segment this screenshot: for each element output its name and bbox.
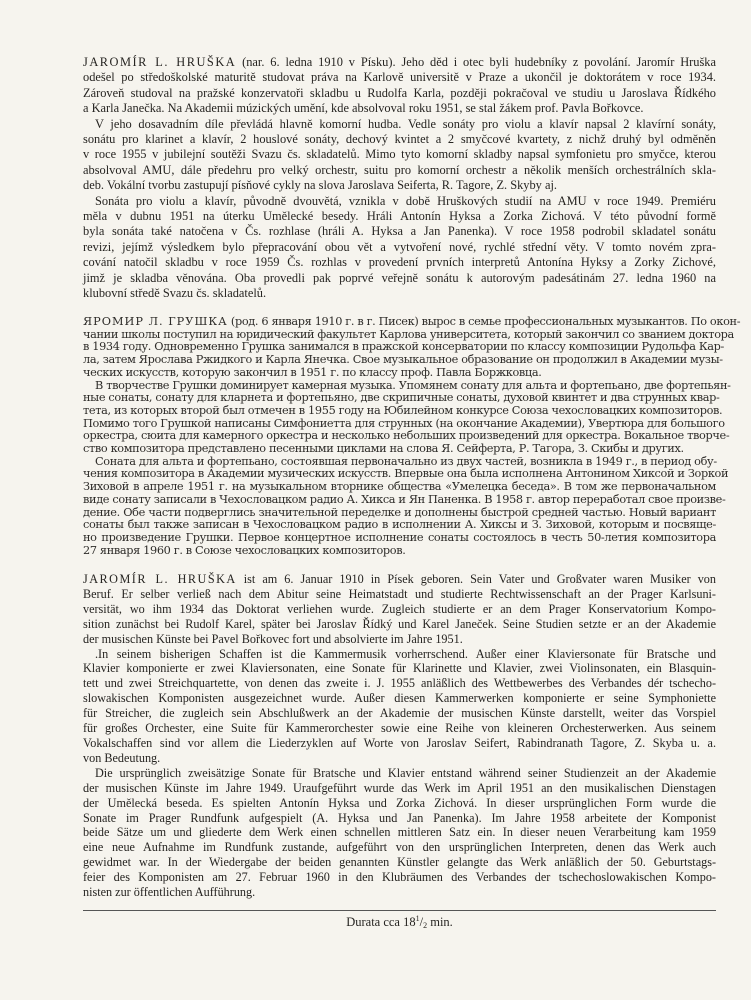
paragraph — [83, 766, 716, 900]
line-text: für großes Orchester, eine Suite für Kammerorchester sowie eine Reihe von kleineren Orchesterwerken. Aus seinem — [83, 721, 716, 736]
text-line — [83, 632, 716, 647]
text-line — [83, 796, 716, 811]
composer-name: JAROMÍR L. HRUŠKA — [83, 55, 237, 69]
divider-rule — [83, 910, 716, 911]
line-text: von Bedeutung. — [83, 750, 161, 765]
text-line — [83, 676, 716, 691]
line-text: Beruf. Er selber verließ nach dem Abitur seine Heimatstadt und studierte Rechtwissenschaft an der Prager Karlsuni- — [83, 586, 716, 601]
line-text: ческих искусств, которую закончил в 1951 г. по классу проф. Павла Боржковца. — [83, 365, 542, 379]
line-text: Klavier komponierte er zwei Klaviersonaten, eine Sonate für Klarinette und Klavier, zwei Violinsonaten, ein Blasquin- — [83, 661, 716, 676]
composer-name: JAROMÍR L. HRUŠKA — [83, 572, 237, 586]
text-line — [83, 86, 716, 101]
line-text: тета, из которых второй был отмечен в 1955 году на Юбилейном конкурсе Союза чехословацких композиторов. — [83, 403, 723, 417]
line-text: der musischen Künste bei Pavel Bořkovec fort und absolvierte im Jahre 1951. — [83, 631, 463, 646]
text-line — [83, 811, 716, 826]
line-text: der Umělecká beseda. Es spielten Antonín Hyksa und Zorka Zichová. In dieser ursprünglichen Form wurde die — [83, 795, 716, 810]
line-text: gewidmet war. In der Wiedergabe der beiden genannten Künstler gelangte das Werk anläßlich der 50. Geburtstags- — [83, 855, 716, 870]
line-text: Соната для альта и фортепьано, состоявшая первоначально из двух частей, возникла в 1949 г., в период обу- — [95, 454, 717, 468]
duration-note — [83, 914, 716, 930]
line-text: ство композитора представлено песенными циклами на слова Я. Сейферта, Р. Тагора, З. Скибы и других. — [83, 442, 684, 456]
line-text: Sonáta pro violu a klavír, původně dvouvětá, vznikla v době Hruškových studií na AMU v roce 1949. Premiéru — [95, 193, 716, 208]
line-text: a Karla Janečka. Na Akademii múzických umění, kde absolvoval roku 1951, se stal žákem prof. Pavla Bořkovce. — [83, 101, 644, 116]
line-text: v roce 1955 v jubilejní soutěži Svazu čs. skladatelů. Mimo tyto komorní skladby napsal symfonietu pro smyčce, kterou — [83, 147, 716, 162]
line-text: byla sonáta také natočena v Čs. rozhlase (hráli A. Hyksa a Jan Panenka). V roce 1958 podrobil skladatel sonátu — [83, 224, 716, 239]
composer-name: ЯРОМИР Л. ГРУШКА — [83, 315, 228, 328]
line-text: Помимо того Грушкой написаны Симфониетта для струнных (на окончание Академии), Увертюра для большого — [83, 416, 725, 430]
text-line — [83, 602, 716, 617]
text-line — [83, 825, 716, 840]
line-text: ist am 6. Januar 1910 in Písek geboren. Sein Vater und Großvater waren Musiker von — [236, 572, 716, 586]
line-text: jimž je skladba věnována. Oba provedli pak poprvé veřejně sonátu k autorovým padesátinám 27. ledna 1960 na — [83, 270, 716, 285]
text-line — [83, 132, 716, 147]
text-line — [83, 209, 716, 224]
line-text: tett und zwei Streichquartette, von denen das zweite i. J. 1955 anläßlich des Wettbewerbes des Verbandes dér tschecho- — [83, 676, 716, 691]
text-line — [83, 781, 716, 796]
text-line — [83, 70, 716, 85]
russian-biography — [83, 315, 741, 557]
paragraph — [83, 315, 741, 380]
paragraph — [83, 378, 731, 456]
line-text: V jeho dosavadním díle převládá hlavně komorní hudba. Vedle sonáty pro violu a klavír napsal 2 klavírní sonáty, — [95, 116, 716, 131]
text-line — [83, 147, 716, 162]
line-text: feier des Komponisten am 27. Februar 1960 in den Klubräumen des Verbandes der tschechoslowakischen Kompo- — [83, 870, 716, 885]
line-text: но произведение Грушки. Первое концертное исполнение сонаты состоялось в честь 50-летия композитора — [83, 530, 716, 544]
line-text: Sonate im Prager Rundfunk aufgespielt (A. Hyksa und Jan Panenka). Im Jahre 1958 arbeitete der Komponist — [83, 810, 716, 825]
text-line — [83, 178, 716, 193]
line-text: виде сонату записали в Чехословацком радио А. Хикса и Ян Паненка. В 1958 г. автор переработал свое произве- — [83, 492, 726, 506]
line-text: sition zunächst bei Rudolf Karel, später bei Jaroslav Řídký und Karel Janeček. Seine Studien setzte er an der Akademie — [83, 616, 716, 631]
line-text: slowakischen Komponisten ausgezeichnet wurde. Außer diesen Kammerwerken komponierte er seine Symphoniette — [83, 691, 716, 706]
text-line — [83, 101, 716, 116]
text-line — [83, 840, 716, 855]
text-line — [83, 224, 716, 239]
text-line — [83, 661, 716, 676]
german-biography — [83, 572, 716, 900]
text-line — [83, 572, 716, 587]
line-text: měla v dubnu 1951 na úterku Umělecké besedy. Hráli Antonín Hyksa a Zorka Zichová. V této původní formě — [83, 209, 716, 224]
text-line — [83, 163, 716, 178]
text-line — [83, 706, 716, 721]
text-line — [83, 691, 716, 706]
line-text: чения композитора в Академии музических искусств. Впервые она была исполнена Антонином Хиксой и Зоркой — [83, 467, 729, 481]
text-line — [83, 855, 716, 870]
line-text: Vokalschaffen sind vor allem die Liederzyklen auf Worte von Jaroslav Seifert, Rabindranath Tagore, Z. Skyba u. a. — [83, 735, 716, 750]
text-line — [83, 751, 716, 766]
paragraph — [83, 572, 716, 647]
text-line — [83, 647, 716, 662]
line-text: revizi, jejímž výsledkem bylo přepracování obou vět a vytvoření nové, rychlé střední věty. V tomto novém zpra- — [83, 239, 716, 254]
text-line — [83, 286, 716, 301]
line-text: В творчестве Грушки доминирует камерная музыка. Упомянем сонату для альта и фортепьано, две фортепьян- — [95, 378, 731, 392]
paragraph — [83, 194, 716, 302]
line-text: дение. Обе части подверглись значительной переделке и дополнены быстрой средней частью. Новый вариант — [83, 505, 716, 519]
line-text: .In seinem bisherigen Schaffen ist die Kammermusik vorherrschend. Außer einer Klaviersonate für Bratsche und — [95, 646, 716, 661]
duration-slash: / — [419, 915, 424, 929]
line-text: ные сонаты, сонату для кларнета и фортепьяно, две скрипичные сонаты, духовой квинтет и два струнных квар- — [83, 391, 720, 405]
line-text: (nar. 6. ledna 1910 v Písku). Jeho děd i otec byli hudebníky z povolání. Jaromír Hruška — [236, 55, 716, 69]
line-text: versität, wo ihm 1934 das Doktorat verliehen wurde. Zugleich studierte er an dem Prager Konservatorium Kompo- — [83, 601, 716, 616]
line-text: 27 января 1960 г. в Союзе чехословацких композиторов. — [83, 543, 406, 557]
czech-biography — [83, 55, 716, 302]
duration-denominator: 2 — [423, 921, 428, 930]
text-line — [83, 55, 716, 70]
paragraph — [83, 647, 716, 766]
text-line — [83, 117, 716, 132]
duration-prefix: Durata cca 18 — [346, 915, 416, 929]
line-text: Зиховой в апреле 1951 г. на музыкальном вторнике общества «Умелецка беседа». В том же первоначальном — [83, 480, 716, 494]
text-line — [83, 617, 716, 632]
line-text: оркестра, сюита для камерного оркестра и несколько небольших произведений для оркестра. Вокальное творче- — [83, 429, 730, 443]
line-text: в 1934 году. Одновременно Грушка занимался в пражской консерватории по классу композиции Рудольфа Кар- — [83, 340, 724, 354]
text-line — [83, 194, 716, 209]
text-line — [83, 870, 716, 885]
line-text: odešel po středoškolské maturitě studovat práva na Karlově universitě v Praze a ukončil je doktorátem v roce 1934. — [83, 70, 716, 85]
text-line — [83, 885, 716, 900]
text-line — [83, 736, 716, 751]
paragraph — [83, 454, 729, 558]
line-text: beide Sätze um und gliederte dem Werk einen schnellen mittleren Satz ein. In dieser neuen Verarbeitung kam 1959 — [83, 825, 716, 840]
line-text: ла, затем Ярослава Ржидкого и Карла Янечка. Свое музыкальное образование он продолжил в Академии музы- — [83, 353, 723, 367]
text-line — [83, 721, 716, 736]
line-text: cování natočil skladbu v roce 1959 Čs. rozhlas v provedení prvních interpretů Antonína Hyksy a Zorky Zichové, — [83, 255, 716, 270]
line-text: Die ursprünglich zweisätzige Sonate für Bratsche und Klavier entstand während seiner Studienzeit an der Akademie — [95, 765, 716, 780]
line-text: сонаты был также записан в Чехословацком радио в исполнении А. Хиксы и З. Зиховой, которым и посвяще- — [83, 518, 716, 532]
line-text: für Streicher, die zugleich sein Abschlußwerk an der Akademie der musischen Künste darstellt, weiter das Vorspiel — [83, 706, 716, 721]
line-text: klubovní středě Svazu čs. skladatelů. — [83, 286, 267, 301]
paragraph — [83, 55, 716, 117]
line-text: (род. 6 января 1910 г. в г. Писек) вырос в семье профессиональных музыкантов. По окон- — [227, 315, 741, 328]
text-line — [83, 271, 716, 286]
line-text: der musischen Künste im Jahre 1949. Uraufgeführt wurde das Werk im April 1951 an den musikalischen Dienstagen — [83, 780, 716, 795]
line-text: absolvoval AMU, dále předehru pro velký orchestr, suitu pro komorní orchestr a několik menších orchestrálních skla- — [83, 162, 716, 177]
duration-suffix: min. — [427, 915, 453, 929]
text-line — [83, 240, 716, 255]
text-line — [83, 587, 716, 602]
line-text: sonátu pro klarinet a klavír, 2 houslové sonáty, dechový kvintet a 2 smyčcové kvartety, z nichž druhý byl odměněn — [83, 132, 716, 147]
text-line — [83, 255, 716, 270]
text-line — [83, 545, 716, 558]
text-line — [83, 766, 716, 781]
duration-numerator: 1 — [415, 914, 420, 923]
line-text: deb. Vokální tvorbu zastupují písňové cykly na slova Jaroslava Seiferta, R. Tagore, Z. Skyby aj. — [83, 178, 558, 193]
line-text: eine neue Aufnahme im Rundfunk zustande, aufgeführt von den ursprünglichen Interpreten, denen das Werk auch — [83, 840, 716, 855]
paragraph — [83, 117, 716, 194]
line-text: Zároveň studoval na pražské konzervatoři skladbu u Rudolfa Karla, později pokračoval ve studiu u Jaroslava Řídkého — [83, 85, 716, 100]
line-text: чании школы поступил на юридический факультет Карлова университета, который закончил со званием доктора — [83, 327, 734, 341]
line-text: nisten zur öffentlichen Aufführung. — [83, 885, 256, 900]
